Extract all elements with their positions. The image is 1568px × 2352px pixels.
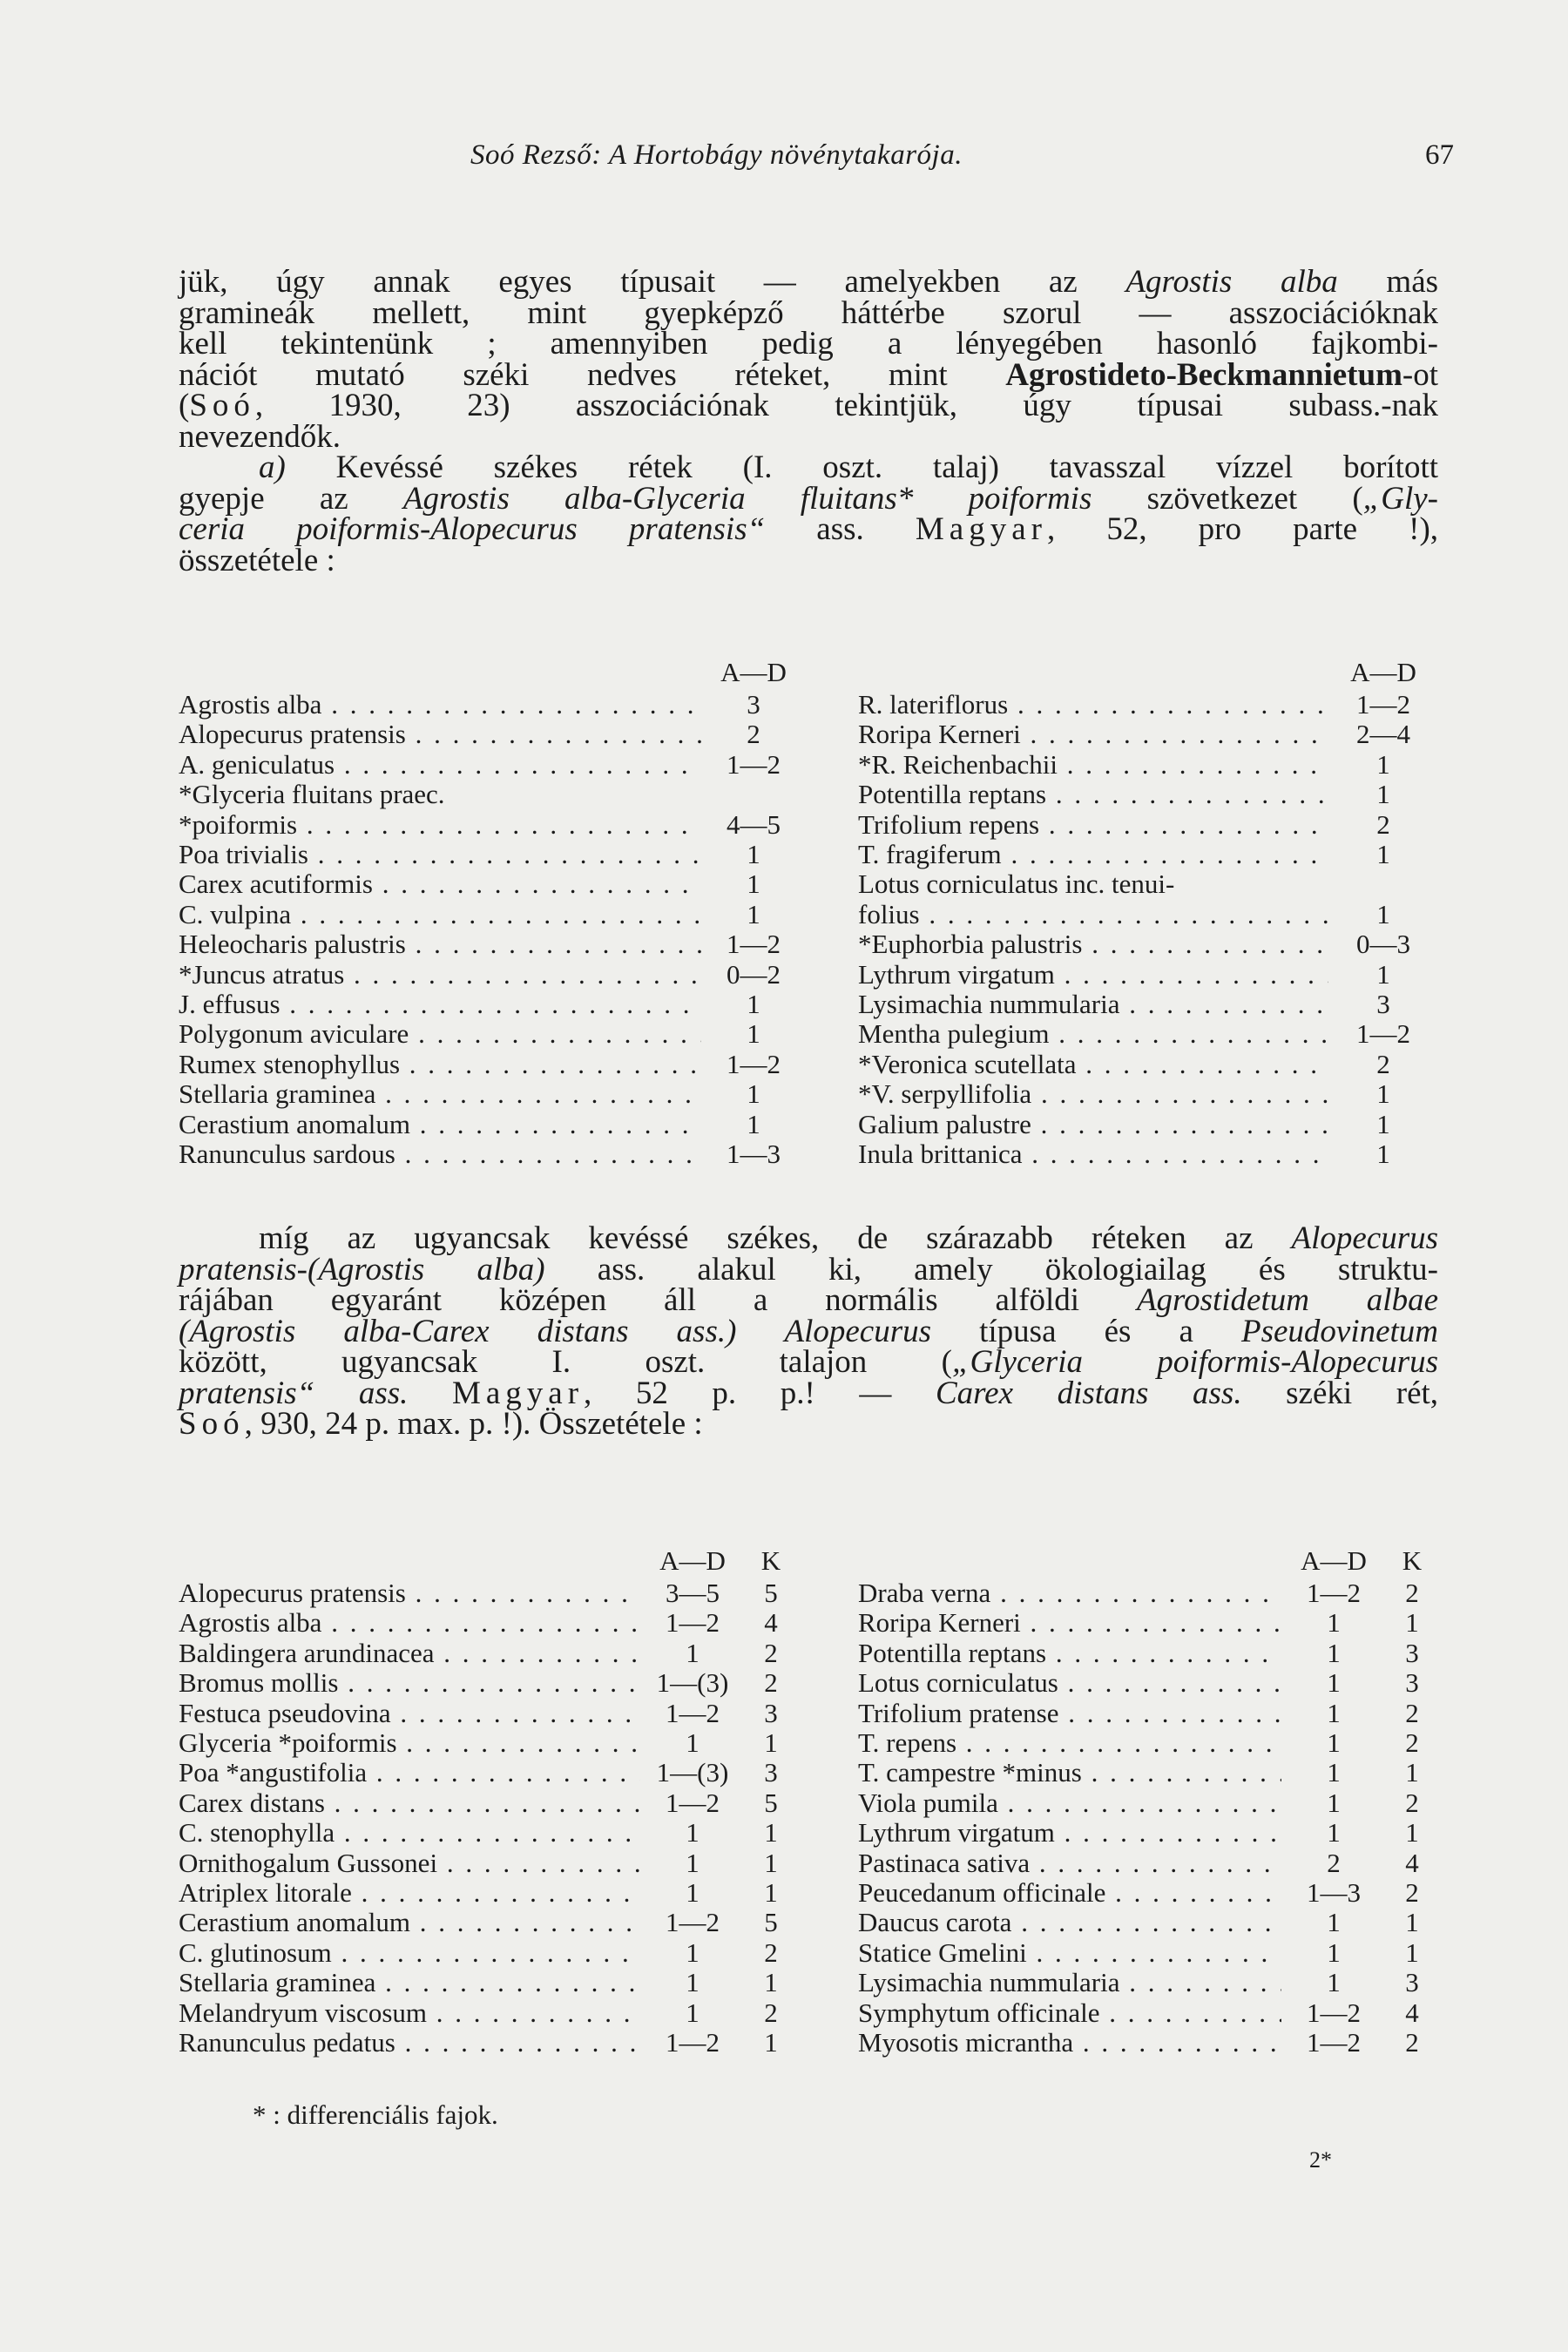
abundance-value: 1 bbox=[1376, 898, 1390, 929]
species-name: T. repens . . . bbox=[858, 1728, 1281, 1758]
text-line: nevezendők. bbox=[179, 418, 341, 455]
species-name: Carex distans . . . bbox=[179, 1788, 640, 1818]
text-line: között, ugyancsak I. oszt. talajon („Glyceria poiformis-Alopecurus bbox=[179, 1344, 1439, 1380]
table-row bbox=[179, 869, 1438, 899]
species-name: Cerastium anomalum . . . bbox=[179, 1908, 640, 1937]
text-line: (Agrostis alba-Carex distans ass.) Alopecurus típusa és a Pseudovinetum bbox=[179, 1313, 1439, 1349]
constancy-value: 3 bbox=[764, 1697, 778, 1728]
column-gap bbox=[806, 1139, 858, 1169]
column-gap bbox=[797, 1998, 858, 2028]
species-name: Poa trivialis . . . bbox=[179, 840, 701, 869]
species-name: J. effusus . . . bbox=[179, 990, 701, 1019]
abundance-value: 1 bbox=[1376, 779, 1390, 810]
signature-mark: 2* bbox=[1309, 2147, 1332, 2173]
table-row bbox=[179, 810, 1438, 840]
column-gap bbox=[797, 1668, 858, 1698]
species-name: *Glyceria fluitans praec. bbox=[179, 780, 445, 810]
species-name: Lysimachia nummularia . . . bbox=[858, 1968, 1281, 1997]
column-gap bbox=[797, 1788, 858, 1818]
page-number: 67 bbox=[1425, 139, 1454, 171]
constancy-value: 4 bbox=[1405, 1847, 1419, 1878]
abundance-value: 1 bbox=[686, 1936, 700, 1968]
column-gap bbox=[806, 960, 858, 990]
column-gap bbox=[806, 900, 858, 929]
abundance-value: 1—3 bbox=[727, 1139, 781, 1170]
column-gap bbox=[806, 720, 858, 749]
abundance-value: 1—2 bbox=[666, 1907, 720, 1938]
abundance-value: 1 bbox=[686, 1877, 700, 1909]
abundance-value: 3 bbox=[747, 689, 760, 720]
abundance-value: 2 bbox=[747, 719, 760, 750]
abundance-value: 1—2 bbox=[727, 1048, 781, 1079]
table-row bbox=[179, 1938, 1438, 1968]
constancy-value: 2 bbox=[1405, 1787, 1419, 1818]
abundance-value: 2—4 bbox=[1356, 719, 1410, 750]
species-name: *V. serpyllifolia . . . bbox=[858, 1079, 1328, 1109]
table-row bbox=[179, 929, 1438, 959]
table-row bbox=[179, 1668, 1438, 1698]
constancy-value: 2 bbox=[764, 1936, 778, 1968]
abundance-value: 1—2 bbox=[666, 1787, 720, 1818]
species-table-2 bbox=[179, 1544, 1438, 2058]
species-name: Lotus corniculatus inc. tenui- bbox=[858, 869, 1175, 900]
species-name: Viola pumila . . . bbox=[858, 1788, 1281, 1818]
table-row bbox=[179, 1608, 1438, 1638]
abundance-value: 1 bbox=[686, 1817, 700, 1848]
table-row bbox=[179, 1758, 1438, 1788]
constancy-value: 2 bbox=[1405, 2027, 1419, 2058]
species-name: Festuca pseudovina . . . bbox=[179, 1699, 640, 1728]
text-line: Soó, 930, 24 p. max. p. !). Összetétele : bbox=[179, 1406, 703, 1442]
column-header-k: K bbox=[760, 1544, 781, 1576]
column-header-ad: A—D bbox=[659, 1544, 726, 1576]
table-header-row bbox=[179, 655, 1438, 690]
text-line: pratensis“ ass. Magyar, 52 p. p.! — Carex distans ass. széki rét, bbox=[179, 1375, 1439, 1411]
species-name: Potentilla reptans . . . bbox=[858, 780, 1328, 809]
table-row bbox=[179, 1848, 1438, 1878]
table-row bbox=[179, 750, 1438, 780]
abundance-value: 1 bbox=[747, 839, 760, 870]
column-gap bbox=[797, 1758, 858, 1788]
abundance-value: 4—5 bbox=[727, 808, 781, 840]
text-line: míg az ugyancsak kevéssé székes, de szárazabb réteken az Alopecurus bbox=[259, 1220, 1438, 1256]
constancy-value: 3 bbox=[764, 1757, 778, 1788]
constancy-value: 3 bbox=[1405, 1637, 1419, 1668]
species-name: Daucus carota . . . bbox=[858, 1908, 1281, 1937]
constancy-value: 2 bbox=[1405, 1727, 1419, 1759]
abundance-value: 2 bbox=[1376, 1048, 1390, 1079]
species-name: *R. Reichenbachii . . . bbox=[858, 750, 1328, 780]
species-name: R. lateriflorus . . . bbox=[858, 690, 1328, 720]
paragraph-second bbox=[179, 1220, 1439, 1442]
species-name: C. vulpina . . . bbox=[179, 900, 701, 929]
constancy-value: 1 bbox=[764, 1877, 778, 1909]
table-row bbox=[179, 1578, 1438, 1608]
constancy-value: 1 bbox=[1405, 1607, 1419, 1639]
abundance-value: 1 bbox=[686, 1967, 700, 1998]
column-header-k: K bbox=[1402, 1544, 1423, 1576]
constancy-value: 1 bbox=[764, 1817, 778, 1848]
text-line: (Soó, 1930, 23) asszociációnak tekintjük, úgy típusai subass.-nak bbox=[179, 388, 1438, 423]
abundance-value: 1—2 bbox=[1356, 689, 1410, 720]
column-gap bbox=[797, 1699, 858, 1728]
text-line: pratensis-(Agrostis alba) ass. alakul ki, amely ökologiailag és struktu- bbox=[179, 1251, 1438, 1288]
species-name: Polygonum aviculare . . . bbox=[179, 1019, 701, 1049]
column-gap bbox=[806, 929, 858, 959]
text-line: összetétele : bbox=[179, 542, 335, 578]
table-row bbox=[179, 1079, 1438, 1109]
column-gap bbox=[797, 1878, 858, 1908]
column-gap bbox=[806, 1019, 858, 1049]
abundance-value: 1—2 bbox=[1356, 1018, 1410, 1050]
constancy-value: 3 bbox=[1405, 1967, 1419, 1998]
species-name: Stellaria graminea . . . bbox=[179, 1079, 701, 1109]
text-line: nációt mutató széki nedves réteket, mint Agrostideto-Beckmannietum-ot bbox=[179, 356, 1439, 393]
column-gap bbox=[806, 810, 858, 840]
table-row bbox=[179, 960, 1438, 990]
text-line: jük, úgy annak egyes típusait — amelyekben az Agrostis alba más bbox=[179, 264, 1439, 300]
column-gap bbox=[806, 780, 858, 809]
species-name: Roripa Kerneri . . . bbox=[858, 1608, 1281, 1638]
species-name: Glyceria *poiformis . . . bbox=[179, 1728, 640, 1758]
constancy-value: 2 bbox=[764, 1637, 778, 1668]
constancy-value: 1 bbox=[764, 1847, 778, 1878]
species-name: Pastinaca sativa . . . bbox=[858, 1848, 1281, 1878]
column-gap bbox=[806, 750, 858, 780]
species-name: Lythrum virgatum . . . bbox=[858, 1818, 1281, 1848]
species-name: Atriplex litorale . . . bbox=[179, 1878, 640, 1908]
text-line: ceria poiformis-Alopecurus pratensis“ ass. Magyar, 52, pro parte !), bbox=[179, 511, 1439, 547]
abundance-value: 1—2 bbox=[666, 2027, 720, 2058]
abundance-value: 1 bbox=[1376, 958, 1390, 990]
text-line: a) Kevéssé székes rétek (I. oszt. talaj) tavasszal vízzel borított bbox=[259, 449, 1439, 485]
species-name: A. geniculatus . . . bbox=[179, 750, 701, 780]
species-name: Lythrum virgatum . . . bbox=[858, 960, 1328, 990]
table-row bbox=[179, 1728, 1438, 1758]
constancy-value: 1 bbox=[1405, 1936, 1419, 1968]
abundance-value: 1 bbox=[1376, 1078, 1390, 1110]
column-gap bbox=[797, 1608, 858, 1638]
abundance-value: 1—(3) bbox=[656, 1667, 729, 1699]
abundance-value: 1 bbox=[1327, 1697, 1341, 1728]
abundance-value bbox=[701, 780, 806, 809]
species-name: Statice Gmelini . . . bbox=[858, 1938, 1281, 1968]
species-name: *Veronica scutellata . . . bbox=[858, 1050, 1328, 1079]
species-name: Carex acutiformis . . . bbox=[179, 869, 701, 899]
species-name: Symphytum officinale . . . bbox=[858, 1998, 1281, 2028]
species-name: Bromus mollis . . . bbox=[179, 1668, 640, 1698]
paragraph-intro bbox=[179, 264, 1439, 578]
abundance-value: 0—3 bbox=[1356, 929, 1410, 960]
table-header-row bbox=[179, 1544, 1438, 1578]
table-row bbox=[179, 1788, 1438, 1818]
constancy-value: 3 bbox=[1405, 1667, 1419, 1699]
constancy-value: 2 bbox=[764, 1997, 778, 2028]
table-row bbox=[179, 720, 1438, 749]
species-name: T. campestre *minus . . . bbox=[858, 1758, 1281, 1788]
column-header-ad: A—D bbox=[720, 656, 787, 687]
table-row bbox=[179, 1139, 1438, 1169]
species-name: folius . . . bbox=[858, 900, 1328, 929]
column-gap bbox=[797, 2028, 858, 2058]
species-name: Lotus corniculatus . . . bbox=[858, 1668, 1281, 1698]
abundance-value: 3—5 bbox=[666, 1578, 720, 1608]
abundance-value: 1 bbox=[747, 868, 760, 900]
column-gap bbox=[806, 1110, 858, 1139]
species-name: Cerastium anomalum . . . bbox=[179, 1110, 701, 1139]
abundance-value: 1 bbox=[686, 1727, 700, 1759]
constancy-value: 4 bbox=[1405, 1997, 1419, 2028]
abundance-value: 1—(3) bbox=[656, 1757, 729, 1788]
abundance-value: 1 bbox=[686, 1997, 700, 2028]
species-name: Galium palustre . . . bbox=[858, 1110, 1328, 1139]
table-row bbox=[179, 990, 1438, 1019]
footnote: * : differenciális fajok. bbox=[253, 2099, 498, 2130]
species-name: Heleocharis palustris . . . bbox=[179, 929, 701, 959]
table-row bbox=[179, 1998, 1438, 2028]
column-gap bbox=[797, 1908, 858, 1937]
abundance-value: 1—2 bbox=[1307, 2027, 1361, 2058]
column-gap bbox=[797, 1728, 858, 1758]
abundance-value: 1 bbox=[747, 989, 760, 1020]
column-gap bbox=[797, 1818, 858, 1848]
abundance-value: 2 bbox=[1376, 808, 1390, 840]
species-name: Baldingera arundinacea . . . bbox=[179, 1639, 640, 1668]
column-gap bbox=[806, 990, 858, 1019]
abundance-value: 1 bbox=[686, 1847, 700, 1878]
species-name: C. glutinosum . . . bbox=[179, 1938, 640, 1968]
table-row bbox=[179, 1968, 1438, 1997]
abundance-value: 1 bbox=[1376, 748, 1390, 780]
abundance-value: 1 bbox=[1327, 1727, 1341, 1759]
species-name: Potentilla reptans . . . bbox=[858, 1639, 1281, 1668]
column-header-ad: A—D bbox=[1350, 656, 1416, 687]
species-name: Trifolium pratense . . . bbox=[858, 1699, 1281, 1728]
species-name: Alopecurus pratensis . . . bbox=[179, 720, 701, 749]
constancy-value: 2 bbox=[764, 1667, 778, 1699]
table-row bbox=[179, 780, 1438, 809]
table-row bbox=[179, 690, 1438, 720]
text-line: rájában egyaránt középen áll a normális alföldi Agrostidetum albae bbox=[179, 1282, 1438, 1318]
species-name: Agrostis alba . . . bbox=[179, 690, 701, 720]
table-row bbox=[179, 1019, 1438, 1049]
table-row bbox=[179, 900, 1438, 929]
abundance-value: 1—2 bbox=[727, 929, 781, 960]
abundance-value: 1 bbox=[747, 1018, 760, 1050]
abundance-value: 1 bbox=[1376, 1108, 1390, 1139]
abundance-value: 1 bbox=[1327, 1936, 1341, 1968]
abundance-value bbox=[1328, 869, 1438, 899]
table-row bbox=[179, 2028, 1438, 2058]
constancy-value: 2 bbox=[1405, 1578, 1419, 1608]
abundance-value: 1 bbox=[1327, 1757, 1341, 1788]
species-name: Mentha pulegium . . . bbox=[858, 1019, 1328, 1049]
constancy-value: 1 bbox=[1405, 1907, 1419, 1938]
abundance-value: 1—2 bbox=[666, 1697, 720, 1728]
species-name: *Juncus atratus . . . bbox=[179, 960, 701, 990]
species-name: Ranunculus pedatus . . . bbox=[179, 2028, 640, 2058]
table-row bbox=[179, 1818, 1438, 1848]
species-name: C. stenophylla . . . bbox=[179, 1818, 640, 1848]
species-table-1 bbox=[179, 655, 1438, 1170]
text-line: gyepje az Agrostis alba-Glyceria fluitans* poiformis szövetkezet („Gly- bbox=[179, 480, 1438, 517]
abundance-value: 3 bbox=[1376, 989, 1390, 1020]
constancy-value: 2 bbox=[1405, 1877, 1419, 1909]
column-header-ad: A—D bbox=[1301, 1544, 1367, 1576]
column-gap bbox=[806, 840, 858, 869]
column-gap bbox=[806, 1050, 858, 1079]
column-gap bbox=[797, 1848, 858, 1878]
table-row bbox=[179, 840, 1438, 869]
abundance-value: 1 bbox=[1327, 1667, 1341, 1699]
abundance-value: 1 bbox=[1327, 1787, 1341, 1818]
constancy-value: 1 bbox=[764, 1727, 778, 1759]
abundance-value: 1 bbox=[686, 1637, 700, 1668]
column-gap bbox=[797, 1938, 858, 1968]
species-name: Draba verna . . . bbox=[858, 1578, 1281, 1608]
table-row bbox=[179, 1110, 1438, 1139]
abundance-value: 1 bbox=[747, 1078, 760, 1110]
abundance-value: 1 bbox=[1327, 1607, 1341, 1639]
constancy-value: 5 bbox=[764, 1907, 778, 1938]
abundance-value: 1—2 bbox=[727, 748, 781, 780]
species-name: Roripa Kerneri . . . bbox=[858, 720, 1328, 749]
abundance-value: 1 bbox=[1327, 1817, 1341, 1848]
abundance-value: 1 bbox=[1376, 839, 1390, 870]
species-name: Melandryum viscosum . . . bbox=[179, 1998, 640, 2028]
abundance-value: 2 bbox=[1327, 1847, 1341, 1878]
constancy-value: 4 bbox=[764, 1607, 778, 1639]
abundance-value: 1 bbox=[1376, 1139, 1390, 1170]
species-name: Rumex stenophyllus . . . bbox=[179, 1050, 701, 1079]
species-name: Poa *angustifolia . . . bbox=[179, 1758, 640, 1788]
abundance-value: 1 bbox=[747, 898, 760, 929]
table-row bbox=[179, 1050, 1438, 1079]
column-gap bbox=[806, 869, 858, 899]
species-name: Trifolium repens . . . bbox=[858, 810, 1328, 840]
column-gap bbox=[797, 1639, 858, 1668]
column-gap bbox=[806, 1079, 858, 1109]
text-line: gramineák mellett, mint gyepképző háttérbe szorul — asszociációknak bbox=[179, 294, 1438, 331]
abundance-value: 1—2 bbox=[666, 1607, 720, 1639]
constancy-value: 1 bbox=[1405, 1817, 1419, 1848]
constancy-value: 1 bbox=[764, 1967, 778, 1998]
column-gap bbox=[797, 1968, 858, 1997]
abundance-value: 1 bbox=[1327, 1967, 1341, 1998]
species-name: Inula brittanica . . . bbox=[858, 1139, 1328, 1169]
abundance-value: 1—3 bbox=[1307, 1877, 1361, 1909]
species-name: T. fragiferum . . . bbox=[858, 840, 1328, 869]
column-gap bbox=[797, 1578, 858, 1608]
species-name: Agrostis alba . . . bbox=[179, 1608, 640, 1638]
table-row bbox=[179, 1639, 1438, 1668]
constancy-value: 5 bbox=[764, 1578, 778, 1608]
abundance-value: 1—2 bbox=[1307, 1578, 1361, 1608]
species-name: Stellaria graminea . . . bbox=[179, 1968, 640, 1997]
running-head: Soó Rezső: A Hortobágy növénytakarója. bbox=[470, 139, 963, 171]
table-row bbox=[179, 1699, 1438, 1728]
abundance-value: 1 bbox=[1327, 1637, 1341, 1668]
abundance-value: 0—2 bbox=[727, 958, 781, 990]
abundance-value: 1 bbox=[1327, 1907, 1341, 1938]
column-gap bbox=[806, 690, 858, 720]
table-row bbox=[179, 1878, 1438, 1908]
constancy-value: 1 bbox=[1405, 1757, 1419, 1788]
species-name: Ranunculus sardous . . . bbox=[179, 1139, 701, 1169]
constancy-value: 1 bbox=[764, 2027, 778, 2058]
species-name: *poiformis . . . bbox=[179, 810, 701, 840]
abundance-value: 1—2 bbox=[1307, 1997, 1361, 2028]
species-name: *Euphorbia palustris . . . bbox=[858, 929, 1328, 959]
text-line: kell tekintenünk ; amennyiben pedig a lényegében hasonló fajkombi- bbox=[179, 326, 1438, 362]
species-name: Ornithogalum Gussonei . . . bbox=[179, 1848, 640, 1878]
constancy-value: 2 bbox=[1405, 1697, 1419, 1728]
abundance-value: 1 bbox=[747, 1108, 760, 1139]
species-name: Alopecurus pratensis . . . bbox=[179, 1578, 640, 1608]
species-name: Peucedanum officinale . . . bbox=[858, 1878, 1281, 1908]
table-row bbox=[179, 1908, 1438, 1937]
species-name: Lysimachia nummularia . . . bbox=[858, 990, 1328, 1019]
species-name: Myosotis micrantha . . . bbox=[858, 2028, 1281, 2058]
constancy-value: 5 bbox=[764, 1787, 778, 1818]
